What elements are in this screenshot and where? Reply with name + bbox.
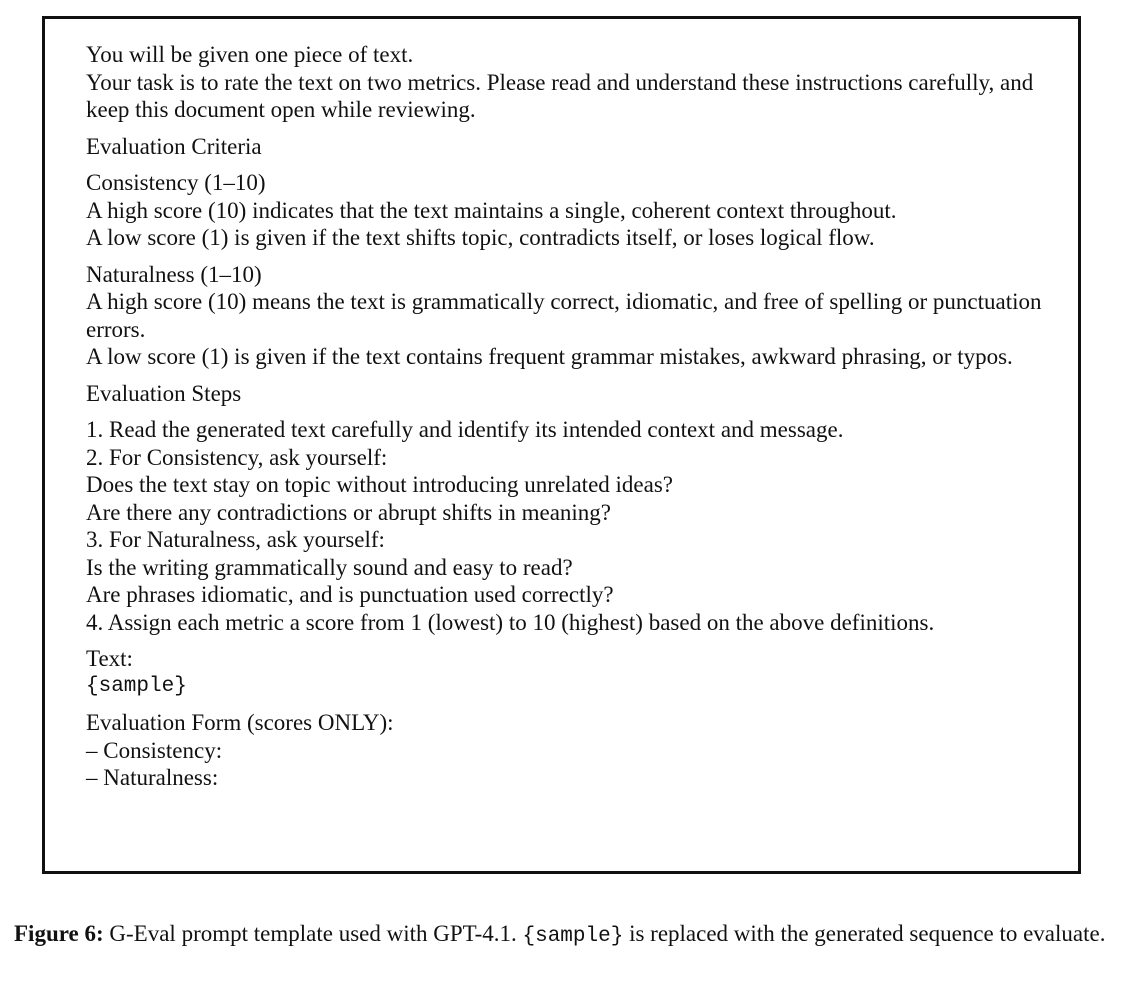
naturalness-high: A high score (10) means the text is grammatically correct, idiomatic, and free of spelling or punctuation errors. bbox=[86, 289, 1042, 342]
step-line: 4. Assign each metric a score from 1 (lowest) to 10 (highest) based on the above definitions. bbox=[86, 609, 935, 635]
intro-line-1: You will be given one piece of text. bbox=[86, 42, 414, 67]
form-item-consistency: – Consistency: bbox=[86, 737, 223, 763]
step-line: Is the writing grammatically sound and easy to read? bbox=[86, 554, 573, 580]
steps-heading: Evaluation Steps bbox=[86, 380, 242, 406]
caption-code: {sample} bbox=[522, 925, 624, 948]
step-line: Does the text stay on topic without introducing unrelated ideas? bbox=[86, 472, 673, 497]
prompt-content bbox=[86, 41, 1058, 792]
step-line: 3. For Naturalness, ask yourself: bbox=[86, 527, 385, 552]
text-placeholder: {sample} bbox=[86, 674, 187, 698]
naturalness-low: A low score (1) is given if the text contains frequent grammar mistakes, awkward phrasing, or typos. bbox=[86, 344, 1013, 369]
consistency-low: A low score (1) is given if the text shifts topic, contradicts itself, or loses logical flow. bbox=[86, 225, 875, 250]
text-label: Text: bbox=[86, 646, 133, 671]
naturalness-title: Naturalness (1–10) bbox=[86, 261, 262, 287]
step-line: Are phrases idiomatic, and is punctuation used correctly? bbox=[86, 582, 614, 607]
form-heading: Evaluation Form (scores ONLY): bbox=[86, 710, 394, 735]
prompt-template-box bbox=[42, 16, 1081, 874]
criteria-heading: Evaluation Criteria bbox=[86, 133, 262, 159]
step-line: 2. For Consistency, ask yourself: bbox=[86, 444, 388, 470]
figure-caption bbox=[14, 920, 1119, 950]
consistency-title: Consistency (1–10) bbox=[86, 170, 266, 195]
form-item-naturalness: – Naturalness: bbox=[86, 765, 219, 790]
step-line: Are there any contradictions or abrupt shifts in meaning? bbox=[86, 499, 612, 525]
step-line: 1. Read the generated text carefully and identify its intended context and message. bbox=[86, 417, 844, 442]
figure-label: Figure 6: bbox=[14, 921, 104, 946]
intro-line-2: Your task is to rate the text on two metrics. Please read and understand these instructions carefully, and keep this document open while reviewing. bbox=[86, 69, 1034, 122]
caption-text-after: is replaced with the generated sequence to evaluate. bbox=[623, 921, 1106, 946]
consistency-high: A high score (10) indicates that the text maintains a single, coherent context throughout. bbox=[86, 197, 897, 223]
caption-text-before: G-Eval prompt template used with GPT-4.1. bbox=[103, 921, 523, 946]
